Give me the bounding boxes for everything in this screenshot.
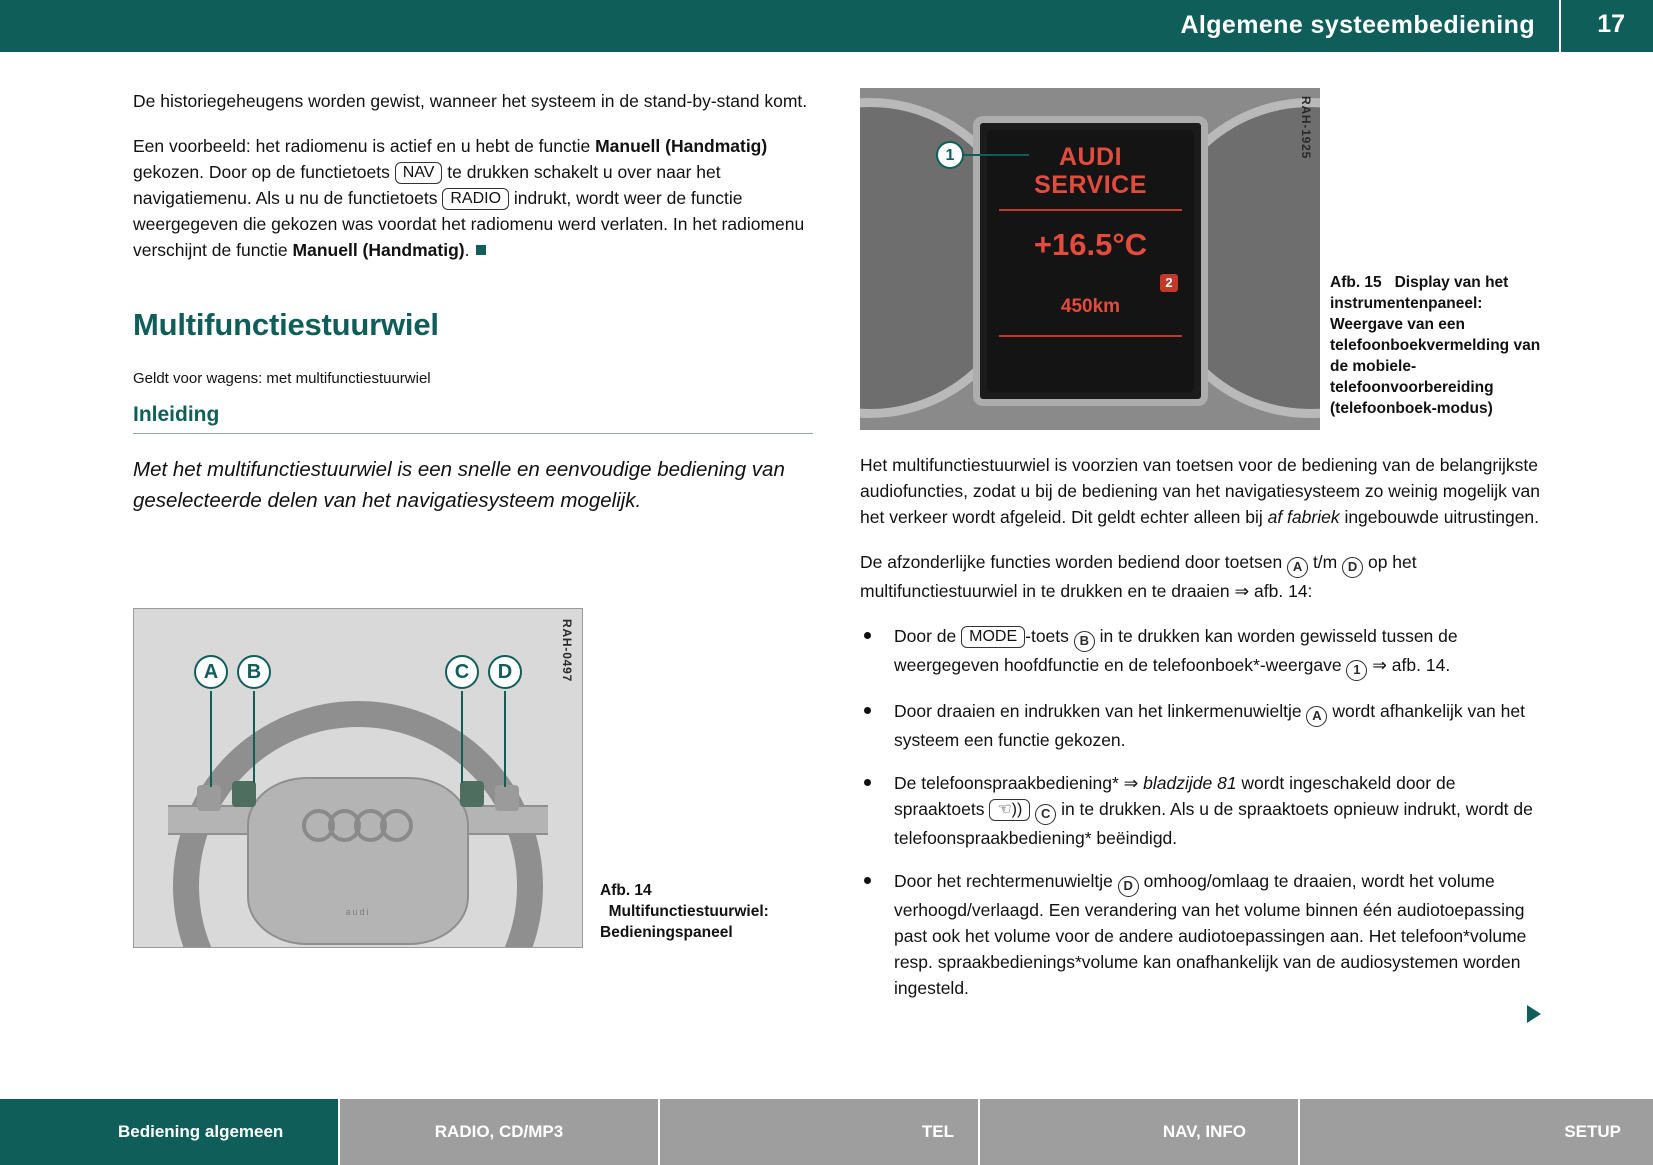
lcd-screen [973, 116, 1208, 406]
lcd-title-line2: SERVICE [1034, 171, 1147, 199]
figure-14-caption-text: Multifunctiestuurwiel: Bedieningspaneel [600, 903, 769, 941]
callout-label-b: B [237, 655, 271, 689]
callout-label-c: C [445, 655, 479, 689]
figure-14-code: RAH-0497 [560, 619, 574, 683]
figure-15-callout-line [964, 154, 1029, 156]
callout-line-d [504, 691, 506, 787]
figure-15-code: RAH-1925 [1299, 96, 1313, 160]
right-column [860, 452, 1540, 1018]
bullet-spraakbediening [860, 770, 1540, 851]
paragraph-example [133, 133, 813, 263]
end-of-section-square-icon [476, 245, 486, 255]
footer-tab-label: NAV, INFO [1162, 1122, 1246, 1141]
text-fragment: omhoog/omlaag te draaien, wordt het volume verhoogd/verlaagd. Een verandering van het volume binnen één audiotoepassing past ook het volume voor de andere audiotoepassingen aan. Het telefoon*volume resp. spraakbedienings*volume kan onafhankelijk van de audiosystemen worden ingesteld. [894, 871, 1527, 998]
text-fragment: in te drukken kan worden gewisseld tussen de weergegeven hoofdfunctie en de telefoonboek*-weergave [894, 626, 1458, 675]
text-fragment: op het multifunctiestuurwiel in te drukken en te draaien ⇒ afb. 14: [860, 552, 1417, 601]
bullet-dot-icon [864, 877, 871, 884]
nav-key-glyph: NAV [395, 162, 443, 184]
footer-tab-radio-cd-mp3[interactable] [340, 1099, 660, 1165]
callout-line-b [253, 691, 255, 783]
lcd-range-value: 450 [1060, 296, 1093, 317]
callout-line-a [210, 691, 212, 787]
subsection-heading-inleiding: Inleiding [133, 403, 813, 434]
text-fragment: wordt afhankelijk van het systeem een functie gekozen. [894, 701, 1525, 750]
lcd-range-unit: km [1092, 296, 1121, 317]
bullet-dot-icon [864, 632, 871, 639]
page-title: Algemene systeembediening [1180, 11, 1535, 39]
wheel-button-right-wheel [460, 781, 484, 807]
page-number: 17 [1597, 10, 1625, 38]
footer-tabbar [0, 1099, 1653, 1165]
text-fragment: wordt ingeschakeld door de spraaktoets [894, 773, 1456, 819]
figure-15-callout-2: 2 [1160, 274, 1178, 292]
figure-14-steering-wheel [133, 608, 583, 948]
inline-badge-a: A [1287, 557, 1308, 578]
text-fragment: De telefoonspraakbediening* ⇒ [894, 773, 1144, 793]
text-fragment: -toets [1025, 626, 1074, 646]
bold-manuell-1: Manuell (Handmatig) [595, 136, 768, 156]
text-fragment: Door draaien en indrukken van het linkermenuwieltje [894, 701, 1307, 721]
lcd-divider-top [999, 209, 1182, 211]
text-fragment: gekozen. Door op de functietoets [133, 162, 395, 182]
text-fragment: in te drukken. Als u de spraaktoets opnieuw indrukt, wordt de telefoonspraakbediening* beëindigd. [894, 799, 1533, 848]
footer-tab-tel[interactable] [660, 1099, 980, 1165]
bold-manuell-2: Manuell (Handmatig) [292, 240, 465, 260]
lcd-title-line1: AUDI [1058, 143, 1123, 171]
header-divider [1559, 0, 1561, 52]
applies-to-note: Geldt voor wagens: met multifunctiestuurwiel [133, 370, 431, 387]
footer-tab-label: SETUP [1564, 1122, 1621, 1141]
figure-15-caption-label: Afb. 15 [1330, 274, 1382, 291]
figure-15-caption [1330, 272, 1542, 419]
figure-14-caption-label: Afb. 14 [600, 882, 652, 899]
bullet-linkermenuwieltje [860, 698, 1540, 753]
callout-label-a: A [194, 655, 228, 689]
figure-15-caption-text: Display van het instrumentenpaneel: Weergave van een telefoonboekvermelding van de mobiele-telefoonvoorbereiding (telefoonboek-modus) [1330, 274, 1541, 417]
footer-tab-setup[interactable] [1300, 1099, 1653, 1165]
lcd-title [987, 143, 1194, 199]
inline-badge-d: D [1342, 557, 1363, 578]
text-fragment: Door de [894, 626, 962, 646]
continue-arrow-icon [1527, 1005, 1541, 1023]
footer-tab-label: RADIO, CD/MP3 [434, 1122, 564, 1141]
audi-wordmark: audi [345, 907, 371, 917]
figure-15-callout-1: 1 [936, 141, 964, 169]
inline-badge-d2: D [1118, 876, 1139, 897]
lead-paragraph: Met het multifunctiestuurwiel is een snelle en eenvoudige bediening van geselecteerde delen van het navigatiesysteem mogelijk. [133, 458, 785, 512]
inline-badge-a2: A [1306, 706, 1327, 727]
page-header [0, 0, 1653, 52]
inline-badge-b: B [1074, 631, 1095, 652]
text-fragment: Door het rechtermenuwieltje [894, 871, 1118, 891]
steering-wheel-hub [247, 777, 469, 945]
inline-badge-1: 1 [1346, 660, 1367, 681]
text-fragment: ⇒ afb. 14. [1367, 655, 1451, 675]
wheel-button-right-outer [495, 785, 519, 811]
footer-tab-bediening-algemeen[interactable] [0, 1099, 340, 1165]
footer-tab-label: TEL [921, 1122, 954, 1141]
italic-bladzijde-81: bladzijde 81 [1143, 773, 1237, 793]
inline-badge-c: C [1035, 804, 1056, 825]
left-column [133, 88, 813, 516]
lcd-temperature: +16.5°C [1033, 227, 1148, 262]
footer-tab-label: Bediening algemeen [118, 1122, 284, 1141]
lcd-divider-bottom [999, 335, 1182, 337]
speech-key-icon: ☜)) [989, 799, 1030, 821]
text-fragment: Het multifunctiestuurwiel is voorzien van toetsen voor de bediening van de belangrijkste audiofuncties, zodat u bij de bediening van het navigatiesysteem zo weinig mogelijk van het verkeer wordt afgeleid. Dit geldt echter alleen bij [860, 455, 1541, 527]
italic-af-fabriek: af fabriek [1267, 507, 1340, 527]
footer-tab-nav-info[interactable] [980, 1099, 1300, 1165]
bullet-rechtermenuwieltje [860, 868, 1540, 1001]
paragraph-functions-intro [860, 549, 1540, 604]
callout-line-c [461, 691, 463, 783]
callout-label-d: D [488, 655, 522, 689]
text-fragment: ingebouwde uitrustingen. [1339, 507, 1540, 527]
mode-key-glyph: MODE [961, 626, 1025, 648]
paragraph-standby: De historiegeheugens worden gewist, wanneer het systeem in de stand-by-stand komt. [133, 91, 808, 111]
text-fragment: te drukken schakelt u over naar het navigatiemenu. Als u nu de functietoets [133, 162, 721, 208]
wheel-button-left-wheel [232, 781, 256, 807]
text-fragment: . [464, 240, 470, 260]
bullet-dot-icon [864, 779, 871, 786]
paragraph-mfsw-intro [860, 452, 1540, 530]
bullet-mode-toets [860, 623, 1540, 681]
text-fragment: De afzonderlijke functies worden bediend door toetsen [860, 552, 1288, 572]
section-heading-multifunctiestuurwiel: Multifunctiestuurwiel [133, 307, 439, 342]
figure-14-caption [600, 880, 810, 943]
text-fragment: Een voorbeeld: het radiomenu is actief en u hebt de functie [133, 136, 596, 156]
wheel-button-left-outer [197, 785, 221, 811]
lcd-screen-content [987, 130, 1194, 392]
text-fragment: indrukt, wordt weer de functie weergegeven die gekozen was voordat het radiomenu werd verlaten. In het radiomenu verschijnt de functie [133, 188, 805, 260]
text-fragment: t/m [1308, 552, 1343, 572]
radio-key-glyph: RADIO [442, 188, 509, 210]
figure-15-instrument-display [860, 88, 1320, 430]
bullet-dot-icon [864, 707, 871, 714]
audi-rings-logo-icon [302, 809, 414, 843]
